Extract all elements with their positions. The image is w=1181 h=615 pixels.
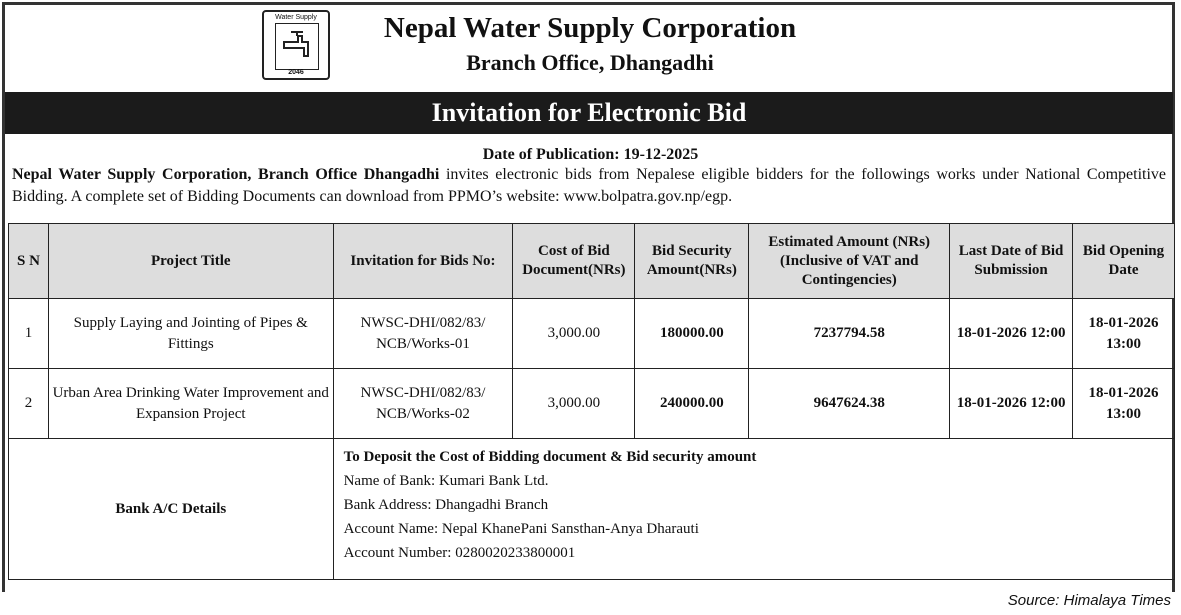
logo-text-bottom: 2046 — [288, 69, 304, 76]
cell-security: 180000.00 — [635, 299, 749, 369]
publication-date: Date of Publication: 19-12-2025 — [482, 146, 699, 163]
col-header: Bid Security Amount(NRs) — [635, 224, 749, 299]
nwsc-logo — [262, 10, 330, 80]
source-credit: Source: Himalaya Times — [1007, 592, 1171, 609]
cell-last-date: 18-01-2026 12:00 — [950, 299, 1073, 369]
cell-title: Supply Laying and Jointing of Pipes & Fittings — [48, 299, 333, 369]
table-row — [9, 369, 1175, 439]
bank-heading: To Deposit the Cost of Bidding document & Bid security amount — [343, 449, 757, 465]
col-header: S N — [9, 224, 49, 299]
banner-heading: Invitation for Electronic Bid — [5, 92, 1173, 134]
cell-estimate: 9647624.38 — [749, 369, 950, 439]
col-header: Project Title — [48, 224, 333, 299]
table-header-row — [9, 224, 1175, 299]
page-subtitle: Branch Office, Dhangadhi — [466, 50, 714, 75]
bank-info — [333, 439, 1174, 580]
cell-opening-date: 18-01-2026 13:00 — [1073, 369, 1175, 439]
bank-name: Name of Bank: Kumari Bank Ltd. — [343, 473, 549, 489]
table-row — [9, 299, 1175, 369]
col-header: Cost of Bid Document(NRs) — [513, 224, 635, 299]
cell-opening-date: 18-01-2026 13:00 — [1073, 299, 1175, 369]
cell-cost: 3,000.00 — [513, 369, 635, 439]
bank-address: Bank Address: Dhangadhi Branch — [343, 497, 549, 513]
bank-row — [9, 439, 1175, 580]
cell-ifb: NWSC-DHI/082/83/ NCB/Works-02 — [333, 369, 513, 439]
intro-bold: Nepal Water Supply Corporation, Branch Office Dhangadhi — [12, 166, 440, 183]
intro-text: invites electronic bids from Nepalese eligible bidders for the followings works under National Competitive Bidding. A complete set of Bidding Documents can download from PPMO’s website: www.bolpatra.gov.np/egp. — [12, 166, 1167, 205]
cell-ifb: NWSC-DHI/082/83/ NCB/Works-01 — [333, 299, 513, 369]
cell-title: Urban Area Drinking Water Improvement and Expansion Project — [48, 369, 333, 439]
col-header: Invitation for Bids No: — [333, 224, 513, 299]
col-header: Last Date of Bid Submission — [950, 224, 1073, 299]
cell-sn: 2 — [9, 369, 49, 439]
bank-label: Bank A/C Details — [9, 439, 334, 580]
cell-estimate: 7237794.58 — [749, 299, 950, 369]
cell-security: 240000.00 — [635, 369, 749, 439]
account-name: Account Name: Nepal KhanePani Sansthan-Anya Dharauti — [343, 521, 699, 537]
cell-cost: 3,000.00 — [513, 299, 635, 369]
cell-sn: 1 — [9, 299, 49, 369]
account-number: Account Number: 0280020233800001 — [343, 545, 576, 561]
intro-paragraph — [12, 164, 1166, 208]
tap-icon — [275, 23, 319, 70]
col-header: Bid Opening Date — [1073, 224, 1175, 299]
page-title: Nepal Water Supply Corporation — [383, 12, 797, 44]
col-header: Estimated Amount (NRs) (Inclusive of VAT and Contingencies) — [749, 224, 950, 299]
logo-text-top: Water Supply — [275, 14, 317, 21]
cell-last-date: 18-01-2026 12:00 — [950, 369, 1073, 439]
bid-table — [8, 223, 1175, 580]
